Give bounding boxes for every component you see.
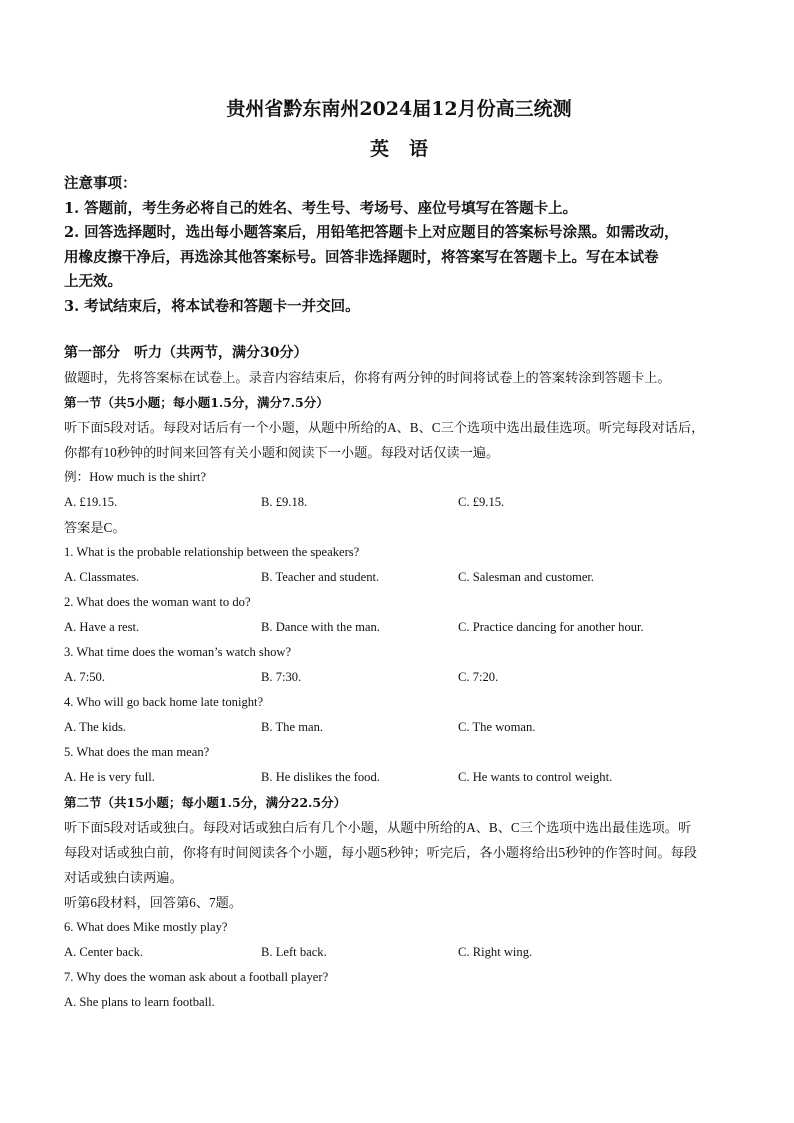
section2-instruction-line-2: 每段对话或独白前，你将有时间阅读各个小题，每小题5秒钟；听完后，各小题将给出5秒钟的作答时间。每段: [64, 845, 697, 860]
notice-block: [64, 172, 734, 319]
question-1-options: [64, 565, 734, 590]
question-7-options: [64, 990, 734, 1015]
option-a: A. 7:50.: [64, 670, 105, 684]
option-c: C. Right wing.: [458, 945, 533, 959]
notice-item-1: 1. 答题前，考生务必将自己的姓名、考生号、考场号、座位号填写在答题卡上。: [64, 199, 578, 217]
notice-item-3: 3. 考试结束后，将本试卷和答题卡一并交回。: [64, 297, 360, 315]
notice-heading: 注意事项：: [64, 175, 137, 192]
option-b: B. £9.18.: [261, 495, 308, 509]
option-b: B. Left back.: [261, 945, 327, 959]
option-a: A. Center back.: [64, 945, 144, 959]
question-6-options: [64, 940, 734, 965]
option-c: C. Salesman and customer.: [458, 570, 595, 584]
section1-instruction-line-2: 你都有10秒钟的时间来回答有关小题和阅读下一小题。每段对话仅读一遍。: [64, 445, 500, 460]
option-b: B. The man.: [261, 720, 324, 734]
notice-item-2-line-2: 用橡皮擦干净后，再选涂其他答案标号。回答非选择题时，将答案写在答题卡上。写在本试卷: [64, 248, 659, 266]
exam-title: 贵州省黔东南州2024届12月份高三统测: [226, 98, 572, 120]
question-2-options: [64, 615, 734, 640]
option-a: A. He is very full.: [64, 770, 155, 784]
question-2: 2. What does the woman want to do?: [64, 595, 251, 609]
question-6: 6. What does Mike mostly play?: [64, 920, 228, 934]
material-6-note: 听第6段材料，回答第6、7题。: [64, 895, 243, 910]
section2-instruction-line-3: 对话或独白读两遍。: [64, 870, 183, 885]
option-a: A. Classmates.: [64, 570, 140, 584]
question-5-options: [64, 765, 734, 790]
option-c: C. Practice dancing for another hour.: [458, 620, 644, 634]
question-3: 3. What time does the woman’s watch show?: [64, 645, 292, 659]
notice-item-2-line-1: 2. 回答选择题时，选出每小题答案后，用铅笔把答题卡上对应题目的答案标号涂黑。如需改动，: [64, 224, 679, 241]
option-c: C. £9.15.: [458, 495, 505, 509]
option-a: A. £19.15.: [64, 495, 118, 509]
question-3-options: [64, 665, 734, 690]
question-4: 4. Who will go back home late tonight?: [64, 695, 264, 709]
option-b: B. 7:30.: [261, 670, 302, 684]
question-1: 1. What is the probable relationship between the speakers?: [64, 545, 360, 559]
question-5: 5. What does the man mean?: [64, 745, 210, 759]
exam-subject: 英语: [369, 138, 448, 160]
option-a: A. Have a rest.: [64, 620, 140, 634]
option-c: C. The woman.: [458, 720, 536, 734]
section1-instruction-line-1: 听下面5段对话。每段对话后有一个小题，从题中所给的A、B、C三个选项中选出最佳选项。听完每段对话后，: [64, 420, 705, 435]
section2-heading: 第二节（共15小题；每小题1.5分，满分22.5分）: [64, 795, 347, 810]
option-a: A. She plans to learn football.: [64, 995, 215, 1009]
example-answer: 答案是C。: [64, 520, 126, 535]
option-b: B. Teacher and student.: [261, 570, 380, 584]
example-options: [64, 490, 734, 515]
option-a: A. The kids.: [64, 720, 127, 734]
example-question: 例：How much is the shirt?: [64, 470, 207, 484]
part1-intro: 做题时，先将答案标在试卷上。录音内容结束后，你将有两分钟的时间将试卷上的答案转涂到答题卡上。: [64, 370, 671, 385]
option-c: C. 7:20.: [458, 670, 499, 684]
question-7: 7. Why does the woman ask about a football player?: [64, 970, 329, 984]
question-4-options: [64, 715, 734, 740]
notice-item-2-line-3: 上无效。: [64, 273, 122, 290]
exam-page: [64, 94, 734, 1015]
section1-heading: 第一节（共5小题；每小题1.5分，满分7.5分）: [64, 395, 329, 410]
section2-instruction-line-1: 听下面5段对话或独白。每段对话或独白后有几个小题，从题中所给的A、B、C三个选项中选出最佳选项。听: [64, 820, 692, 835]
part1-heading: 第一部分 听力（共两节，满分30分）: [64, 345, 308, 361]
option-b: B. Dance with the man.: [261, 620, 380, 634]
option-c: C. He wants to control weight.: [458, 770, 613, 784]
option-b: B. He dislikes the food.: [261, 770, 380, 784]
